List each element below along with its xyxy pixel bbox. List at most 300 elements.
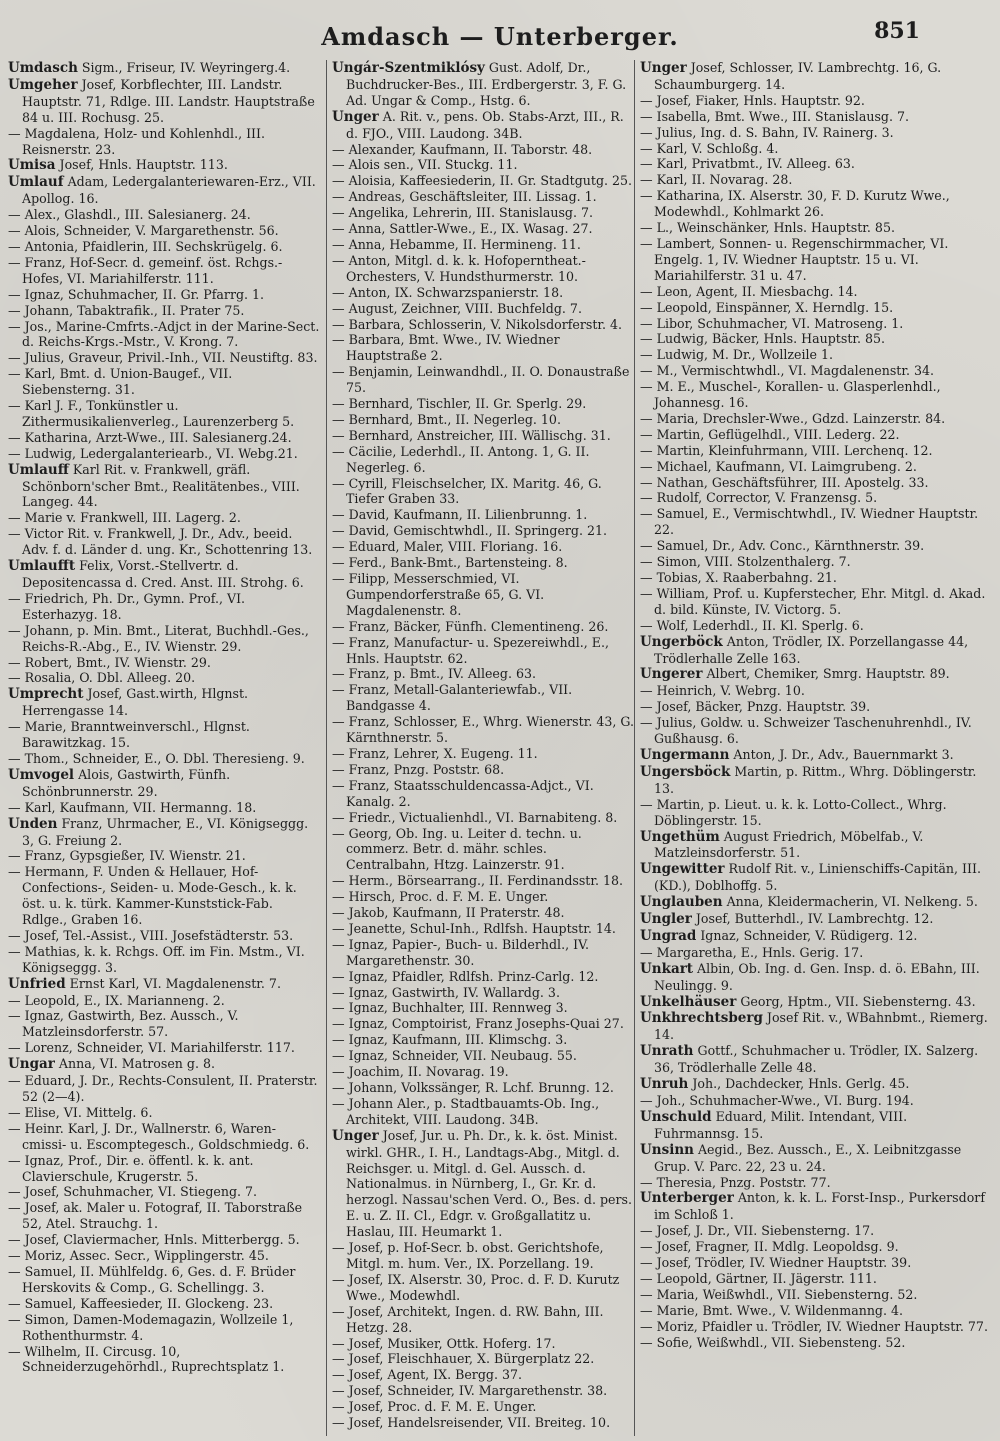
- directory-entry: [8, 993, 320, 1009]
- entry-surname: Unfried: [8, 975, 66, 992]
- entry-text: — Libor, Schuhmacher, VI. Matroseng. 1.: [640, 315, 904, 331]
- directory-entry: [8, 1040, 320, 1056]
- entry-surname: Umisa: [8, 157, 56, 174]
- entry-surname: Umprecht: [8, 686, 84, 703]
- entry-text: Anton, J. Dr., Adv., Bauernmarkt 3.: [729, 746, 954, 762]
- directory-entry: [640, 570, 992, 586]
- directory-entry: [640, 1223, 992, 1239]
- directory-entry: [332, 826, 634, 874]
- directory-entry: [8, 1073, 320, 1105]
- directory-entry: [8, 207, 320, 223]
- entry-text: — Samuel, II. Mühlfeldg. 6, Ges. d. F. Brüder Herskovits & Comp., G. Schellingg. 3.: [8, 1263, 296, 1295]
- entry-text: Martin, p. Rittm., Whrg. Döblingerstr. 13.: [654, 763, 977, 796]
- entry-text: — Mathias, k. k. Rchgs. Off. im Fin. Mstm., VI. Königseggg. 3.: [8, 943, 305, 975]
- column-left: [8, 60, 320, 1436]
- entry-text: — Josef, IX. Alserstr. 30, Proc. d. F. D. Kurutz Wwe., Modewhdl.: [332, 1271, 620, 1303]
- directory-columns: [8, 60, 992, 1436]
- entry-text: — Heinr. Karl, J. Dr., Wallnerstr. 6, Waren-cmissi- u. Escomptegesch., Goldschmiedg. 6.: [8, 1120, 310, 1152]
- entry-surname: Unkhrechtsberg: [640, 1010, 763, 1027]
- entry-text: — Hirsch, Proc. d. F. M. E. Unger.: [332, 889, 549, 905]
- directory-entry: [8, 1248, 320, 1264]
- entry-text: — Julius, Ing. d. S. Bahn, IV. Rainerg. 3.: [640, 124, 894, 140]
- entry-text: — Aloisia, Kaffeesiederin, II. Gr. Stadtgutg. 25.: [332, 173, 633, 189]
- entry-surname: Ungrad: [640, 927, 697, 944]
- entry-surname: Unkart: [640, 960, 694, 977]
- entry-text: — Michael, Kaufmann, VI. Laimgrubeng. 2.: [640, 458, 917, 474]
- entry-surname: Ungethüm: [640, 828, 720, 845]
- directory-entry: [640, 1043, 992, 1076]
- entry-text: Josef, Schlosser, IV. Lambrechtg. 16, G. Schaumburgerg. 14.: [654, 60, 942, 92]
- directory-entry: [332, 1383, 634, 1399]
- directory-entry: [8, 223, 320, 239]
- entry-text: — Ludwig, M. Dr., Wollzeile 1.: [640, 347, 833, 363]
- entry-text: — Alois, Schneider, V. Margarethenstr. 56.: [8, 223, 279, 239]
- entry-text: — Ignaz, Pfaidler, Rdlfsh. Prinz-Carlg. 12.: [332, 968, 599, 984]
- directory-entry: [332, 1304, 634, 1336]
- entry-text: — Herm., Börsearrang., II. Ferdinandsstr. 18.: [332, 873, 624, 889]
- entry-text: — Barbara, Bmt. Wwe., IV. Wiedner Hauptstraße 2.: [332, 332, 560, 364]
- entry-text: — Johann Aler., p. Stadtbauamts-Ob. Ing., Architekt, VIII. Laudong. 34B.: [332, 1095, 600, 1127]
- directory-entry: [640, 475, 992, 491]
- entry-text: Joh., Dachdecker, Hnls. Gerlg. 45.: [688, 1076, 910, 1092]
- entry-text: — Wolf, Lederhdl., II. Kl. Sperlg. 6.: [640, 617, 864, 633]
- directory-entry: [640, 300, 992, 316]
- entry-text: — Ignaz, Comptoirist, Franz Josephs-Quai 27.: [332, 1016, 624, 1032]
- entry-text: — Nathan, Geschäftsführer, III. Apostelg. 33.: [640, 474, 929, 490]
- entry-surname: Unger: [332, 108, 379, 125]
- directory-entry: [332, 317, 634, 333]
- entry-text: — Bernhard, Tischler, II. Gr. Sperlg. 29.: [332, 396, 587, 412]
- directory-entry: [332, 1272, 634, 1304]
- entry-text: — David, Kaufmann, II. Lilienbrunng. 1.: [332, 507, 588, 523]
- directory-entry: [332, 396, 634, 412]
- directory-entry: [640, 60, 992, 93]
- entry-text: Anna, VI. Matrosen g. 8.: [54, 1056, 215, 1072]
- directory-entry: [8, 1200, 320, 1232]
- directory-entry: [332, 205, 634, 221]
- entry-text: Josef, Jur. u. Ph. Dr., k. k. öst. Minist. wirkl. GHR., I. H., Landtags-Abg., Mitgl. d. Reichsger. u. Mitgl. d. Gel. Aussch. d. Nationalmus. in Nürnberg, I., Gr. Kr. d. herzogl. Nassau'schen Verd. O., Bes. d. pers. E. u. Z. II. Cl., Edgr. v. Großgallatitz u. Haslau, III. Heumarkt 1.: [346, 1127, 632, 1240]
- directory-entry: [332, 523, 634, 539]
- entry-text: — Friedrich, Ph. Dr., Gymn. Prof., VI. Esterhazyg. 18.: [8, 590, 246, 622]
- entry-text: — Josef, Schuhmacher, VI. Stiegeng. 7.: [8, 1184, 258, 1200]
- entry-text: — Josef, J. Dr., VII. Siebensterng. 17.: [640, 1223, 875, 1239]
- directory-entry: [8, 446, 320, 462]
- entry-text: — Margaretha, E., Hnls. Gerig. 17.: [640, 944, 864, 960]
- directory-entry: [332, 937, 634, 969]
- directory-entry: [8, 928, 320, 944]
- directory-entry: [640, 1093, 992, 1109]
- entry-text: — Victor Rit. v. Frankwell, J. Dr., Adv., beeid. Adv. f. d. Länder d. ung. Kr., Schottenring 13.: [8, 526, 313, 558]
- entry-text: — Moriz, Assec. Secr., Wipplingerstr. 45.: [8, 1248, 269, 1264]
- entry-text: — Ignaz, Prof., Dir. e. öffentl. k. k. ant. Clavierschule, Krugerstr. 5.: [8, 1152, 254, 1184]
- directory-entry: [8, 1232, 320, 1248]
- directory-entry: [332, 301, 634, 317]
- directory-entry: [332, 810, 634, 826]
- directory-entry: [332, 571, 634, 619]
- directory-entry: [332, 285, 634, 301]
- directory-entry: [640, 1239, 992, 1255]
- directory-entry: [8, 174, 320, 207]
- directory-entry: [640, 666, 992, 683]
- entry-surname: Umdasch: [8, 60, 78, 76]
- entry-text: — Samuel, Dr., Adv. Conc., Kärnthnerstr. 39.: [640, 538, 925, 554]
- directory-entry: [640, 683, 992, 699]
- entry-text: — Sofie, Weißwhdl., VII. Siebensteng. 52.: [640, 1334, 906, 1350]
- directory-entry: [332, 539, 634, 555]
- directory-entry: [332, 60, 634, 109]
- directory-entry: [640, 363, 992, 379]
- directory-entry: [8, 848, 320, 864]
- entry-surname: Ungár-Szentmiklósy: [332, 60, 485, 76]
- directory-entry: [8, 1264, 320, 1296]
- directory-entry: [332, 762, 634, 778]
- entry-text: — Bernhard, Bmt., II. Negerleg. 10.: [332, 411, 561, 427]
- directory-entry: [8, 767, 320, 800]
- directory-entry: [332, 619, 634, 635]
- entry-text: — Heinrich, V. Webrg. 10.: [640, 683, 805, 699]
- entry-text: — Josef, Fleischhauer, X. Bürgerplatz 22.: [332, 1351, 595, 1367]
- entry-text: — Tobias, X. Raaberbahng. 21.: [640, 570, 837, 585]
- entry-text: — Karl, Kaufmann, VII. Hermanng. 18.: [8, 799, 257, 815]
- directory-entry: [8, 526, 320, 558]
- entry-text: Josef, Gast.wirth, Hlgnst. Herrengasse 14.: [22, 686, 249, 719]
- directory-entry: [640, 490, 992, 506]
- directory-entry: [640, 172, 992, 188]
- directory-entry: [332, 778, 634, 810]
- directory-entry: [332, 1240, 634, 1272]
- entry-text: Franz, Uhrmacher, E., VI. Königseggg. 3, G. Freiung 2.: [22, 815, 309, 848]
- directory-entry: [8, 1153, 320, 1185]
- entry-text: — Franz, Metall-Galanteriewfab., VII. Bandgasse 4.: [332, 682, 573, 714]
- directory-entry: [332, 173, 634, 189]
- entry-text: — Georg, Ob. Ing. u. Leiter d. techn. u. commerz. Betr. d. mähr. schles. Centralbahn, Htzg. Lainzerstr. 91.: [332, 825, 582, 873]
- entry-text: — Ferd., Bank-Bmt., Bartensteing. 8.: [332, 555, 568, 571]
- entry-text: Albin, Ob. Ing. d. Gen. Insp. d. ö. EBahn, III. Neulingg. 9.: [654, 960, 980, 993]
- entry-text: — Josef, Fragner, II. Mdlg. Leopoldsg. 9.: [640, 1239, 899, 1255]
- directory-entry: [640, 586, 992, 618]
- entry-text: — Samuel, Kaffeesieder, II. Glockeng. 23.: [8, 1295, 274, 1311]
- entry-text: — Wilhelm, II. Circusg. 10, Schneiderzugehörhdl., Ruprechtsplatz 1.: [8, 1343, 285, 1375]
- directory-entry: [640, 1109, 992, 1142]
- entry-text: — Johann, p. Min. Bmt., Literat, Buchhdl.-Ges., Reichs-R.-Abg., E., IV. Wienstr. 29.: [8, 622, 309, 654]
- entry-text: — Josef, Musiker, Ottk. Hoferg. 17.: [332, 1335, 556, 1351]
- entry-text: — Josef, p. Hof-Secr. b. obst. Gerichtshofe, Mitgl. m. hum. Ver., IX. Porzellang. 19.: [332, 1240, 604, 1271]
- entry-text: — Jos., Marine-Cmfrts.-Adjct in der Marine-Sect. d. Reichs-Krgs.-Mstr., V. Krong. 7.: [8, 318, 320, 350]
- directory-entry: [332, 889, 634, 905]
- directory-entry: [8, 623, 320, 655]
- directory-entry: [640, 764, 992, 797]
- entry-text: — Karl, Bmt. d. Union-Baugef., VII. Siebensterng. 31.: [8, 366, 233, 398]
- entry-text: — Cäcilie, Lederhdl., II. Antong. 1, G. II. Negerleg. 6.: [332, 443, 590, 475]
- directory-entry: [8, 430, 320, 446]
- directory-entry: [332, 682, 634, 714]
- entry-text: Karl Rit. v. Frankwell, gräfl. Schönborn'scher Bmt., Realitätenbes., VIII. Langeg. 44.: [22, 461, 300, 510]
- entry-text: — Moriz, Pfaidler u. Trödler, IV. Wiedner Hauptstr. 77.: [640, 1318, 988, 1334]
- entry-text: Sigm., Friseur, IV. Weyringerg.4.: [77, 60, 291, 75]
- entry-text: — Rosalia, O. Dbl. Alleeg. 20.: [8, 670, 196, 686]
- entry-text: — Alois sen., VII. Stuckg. 11.: [332, 157, 518, 173]
- entry-text: Albert, Chemiker, Smrg. Hauptstr. 89.: [702, 666, 950, 682]
- directory-entry: [8, 558, 320, 591]
- entry-text: — Angelika, Lehrerin, III. Stanislausg. 7.: [332, 205, 594, 221]
- directory-entry: [8, 1344, 320, 1376]
- directory-entry: [640, 156, 992, 172]
- directory-entry: [332, 157, 634, 173]
- column-right: [634, 60, 992, 1436]
- directory-entry: [332, 873, 634, 889]
- directory-entry: [640, 1319, 992, 1335]
- entry-text: Anna, Kleidermacherin, VI. Nelkeng. 5.: [722, 894, 978, 910]
- directory-entry: [332, 714, 634, 746]
- page-number: 851: [874, 18, 920, 44]
- entry-text: Rudolf Rit. v., Linienschiffs-Capitän, III. (KD.), Doblhoffg. 5.: [654, 861, 981, 894]
- directory-entry: [640, 538, 992, 554]
- entry-text: — Ignaz, Gastwirth, IV. Wallardg. 3.: [332, 984, 560, 1000]
- directory-entry: [640, 618, 992, 634]
- directory-entry: [8, 462, 320, 511]
- entry-text: Alois, Gastwirth, Fünfh. Schönbrunnerstr. 29.: [22, 766, 231, 799]
- entry-text: Josef, Korbflechter, III. Landstr. Hauptstr. 71, Rdlge. III. Landstr. Hauptstraße 84 u. III. Rochusg. 25.: [22, 76, 315, 125]
- directory-entry: [8, 1184, 320, 1200]
- directory-entry: [640, 316, 992, 332]
- directory-entry: [8, 800, 320, 816]
- entry-text: — Katharina, Arzt-Wwe., III. Salesianerg.24.: [8, 429, 292, 445]
- entry-text: — August, Zeichner, VIII. Buchfeldg. 7.: [332, 300, 582, 316]
- entry-text: — Josef, Architekt, Ingen. d. RW. Bahn, III. Hetzg. 28.: [332, 1303, 604, 1335]
- directory-entry: [8, 1056, 320, 1073]
- entry-surname: Umvogel: [8, 766, 75, 783]
- directory-entry: [640, 188, 992, 220]
- entry-text: — Josef, Agent, IX. Bergg. 37.: [332, 1367, 522, 1383]
- directory-entry: [640, 797, 992, 829]
- directory-entry: [8, 976, 320, 993]
- column-middle: [326, 60, 634, 1436]
- entry-text: — Thom., Schneider, E., O. Dbl. Theresieng. 9.: [8, 750, 305, 766]
- entry-text: — Ludwig, Ledergalanteriearb., VI. Webg.21.: [8, 445, 298, 461]
- directory-entry: [8, 670, 320, 686]
- entry-text: Anton, Trödler, IX. Porzellangasse 44, Trödlerhalle Zelle 163.: [654, 633, 969, 666]
- entry-text: — Ignaz, Papier-, Buch- u. Bilderhdl., IV. Margarethenstr. 30.: [332, 936, 589, 968]
- directory-entry: [8, 303, 320, 319]
- directory-entry: [332, 635, 634, 667]
- directory-entry: [8, 751, 320, 767]
- entry-surname: Unkelhäuser: [640, 993, 737, 1010]
- entry-text: Josef Rit. v., WBahnbmt., Riemerg. 14.: [654, 1010, 988, 1043]
- directory-entry: [332, 1048, 634, 1064]
- directory-entry: [640, 141, 992, 157]
- directory-entry: [640, 331, 992, 347]
- directory-entry: [332, 1000, 634, 1016]
- entry-text: — Franz, Bäcker, Fünfh. Clementineng. 26.: [332, 618, 609, 634]
- entry-surname: Unruh: [640, 1076, 689, 1093]
- entry-text: — Magdalena, Holz- und Kohlenhdl., III. Reisnerstr. 23.: [8, 125, 266, 157]
- directory-entry: [8, 686, 320, 719]
- entry-text: — Leon, Agent, II. Miesbachg. 14.: [640, 283, 858, 299]
- directory-entry: [640, 93, 992, 109]
- entry-surname: Ungerer: [640, 666, 703, 683]
- entry-text: — Ignaz, Gastwirth, Bez. Aussch., V. Matzleinsdorferstr. 57.: [8, 1008, 239, 1040]
- directory-entry: [8, 510, 320, 526]
- directory-entry: [8, 1105, 320, 1121]
- entry-text: — Lambert, Sonnen- u. Regenschirmmacher, VI. Engelg. 1, IV. Wiedner Hauptstr. 15 u. VI. Mariahilferstr. 31 u. 47.: [640, 235, 949, 283]
- entry-text: — Anna, Sattler-Wwe., E., IX. Wasag. 27.: [332, 221, 593, 237]
- directory-entry: [8, 719, 320, 751]
- entry-text: — Marie v. Frankwell, III. Lagerg. 2.: [8, 510, 241, 526]
- entry-surname: Unglauben: [640, 894, 723, 911]
- entry-text: — Karl, II. Novarag. 28.: [640, 172, 793, 188]
- entry-text: A. Rit. v., pens. Ob. Stabs-Arzt, III., R. d. FJO., VIII. Laudong. 34B.: [346, 108, 624, 141]
- entry-text: Gust. Adolf, Dr., Buchdrucker-Bes., III. Erdbergerstr. 3, F. G. Ad. Ungar & Comp., Hstg. 6.: [346, 60, 627, 108]
- entry-text: — Jakob, Kaufmann, II Praterstr. 48.: [332, 905, 565, 921]
- directory-entry: [8, 350, 320, 366]
- directory-entry: [332, 969, 634, 985]
- entry-surname: Ungler: [640, 911, 692, 928]
- directory-entry: [8, 287, 320, 303]
- entry-surname: Unsinn: [640, 1141, 694, 1158]
- directory-entry: [8, 239, 320, 255]
- entry-text: — Martin, Kleinfuhrmann, VIII. Lerchenq. 12.: [640, 442, 933, 458]
- entry-text: Anton, k. k. L. Forst-Insp., Purkersdorf im Schloß 1.: [654, 1190, 985, 1223]
- entry-text: — Bernhard, Anstreicher, III. Wällischg. 31.: [332, 427, 611, 443]
- entry-text: Georg, Hptm., VII. Siebensterng. 43.: [736, 993, 976, 1009]
- entry-text: — Robert, Bmt., IV. Wienstr. 29.: [8, 654, 211, 670]
- entry-text: — Theresia, Pnzg. Poststr. 77.: [640, 1174, 831, 1190]
- directory-entry: [332, 1336, 634, 1352]
- entry-text: — Eduard, Maler, VIII. Floriang. 16.: [332, 539, 563, 555]
- directory-entry: [640, 284, 992, 300]
- directory-entry: [8, 816, 320, 849]
- entry-text: — Josef, Handelsreisender, VII. Breiteg. 10.: [332, 1415, 611, 1431]
- entry-text: — Josef, Tel.-Assist., VIII. Josefstädterstr. 53.: [8, 927, 294, 943]
- directory-entry: [332, 1032, 634, 1048]
- entry-text: Josef, Hnls. Hauptstr. 113.: [55, 157, 228, 173]
- entry-text: — Anna, Hebamme, II. Hermineng. 11.: [332, 236, 581, 252]
- directory-entry: [332, 1128, 634, 1240]
- entry-text: — Joh., Schuhmacher-Wwe., VI. Burg. 194.: [640, 1093, 914, 1108]
- entry-text: — Martin, Geflügelhdl., VIII. Lederg. 22.: [640, 426, 900, 442]
- directory-entry: [640, 125, 992, 141]
- directory-entry: [8, 864, 320, 928]
- entry-surname: Ungar: [8, 1056, 55, 1073]
- entry-surname: Ungewitter: [640, 861, 725, 878]
- directory-entry: [332, 332, 634, 364]
- directory-entry: [8, 255, 320, 287]
- entry-text: — Franz, Lehrer, X. Eugeng. 11.: [332, 745, 538, 761]
- entry-text: — Maria, Drechsler-Wwe., Gdzd. Lainzerstr. 84.: [640, 410, 946, 426]
- directory-entry: [332, 746, 634, 762]
- entry-text: Aegid., Bez. Aussch., E., X. Leibnitzgasse Grup. V. Parc. 22, 23 u. 24.: [654, 1141, 962, 1174]
- directory-entry: [332, 364, 634, 396]
- entry-surname: Unrath: [640, 1043, 694, 1060]
- entry-text: — Isabella, Bmt. Wwe., III. Stanislausg. 7.: [640, 108, 910, 124]
- directory-entry: [640, 1303, 992, 1319]
- entry-text: — Benjamin, Leinwandhdl., II. O. Donaustraße 75.: [332, 364, 630, 396]
- directory-entry: [332, 905, 634, 921]
- directory-entry: [8, 655, 320, 671]
- entry-text: — Josef, Proc. d. F. M. E. Unger.: [332, 1399, 537, 1415]
- directory-entry: [640, 1271, 992, 1287]
- entry-text: — Cyrill, Fleischselcher, IX. Maritg. 46, G. Tiefer Graben 33.: [332, 475, 602, 507]
- directory-entry: [332, 507, 634, 523]
- entry-text: — Franz, p. Bmt., IV. Alleeg. 63.: [332, 666, 536, 682]
- directory-entry: [332, 237, 634, 253]
- entry-text: — Leopold, Einspänner, X. Herndlg. 15.: [640, 299, 894, 315]
- directory-entry: [332, 109, 634, 142]
- entry-text: — Ludwig, Bäcker, Hnls. Hauptstr. 85.: [640, 331, 886, 347]
- directory-entry: [332, 1415, 634, 1431]
- entry-text: — Joachim, II. Novarag. 19.: [332, 1064, 509, 1080]
- entry-text: Felix, Vorst.-Stellvertr. d. Depositencassa d. Cred. Anst. III. Strohg. 6.: [22, 558, 304, 590]
- entry-text: — Elise, VI. Mittelg. 6.: [8, 1104, 153, 1120]
- directory-entry: [332, 1096, 634, 1128]
- directory-entry: [8, 1296, 320, 1312]
- entry-text: — Karl J. F., Tonkünstler u. Zithermusikalienverleg., Laurenzerberg 5.: [8, 398, 295, 429]
- entry-text: — Johann, Tabaktrafik., II. Prater 75.: [8, 302, 245, 318]
- entry-text: — Maria, Weißwhdl., VII. Siebensterng. 52.: [640, 1286, 918, 1302]
- entry-text: — L., Weinschänker, Hnls. Hauptstr. 85.: [640, 220, 895, 236]
- directory-entry: [332, 985, 634, 1001]
- directory-entry: [640, 1142, 992, 1175]
- entry-surname: Umlauff: [8, 461, 69, 478]
- directory-entry: [332, 1367, 634, 1383]
- entry-text: — Julius, Graveur, Privil.-Inh., VII. Neustiftg. 83.: [8, 350, 318, 366]
- entry-text: — Franz, Schlosser, E., Whrg. Wienerstr. 43, G. Kärnthnerstr. 5.: [332, 714, 634, 746]
- entry-surname: Ungerböck: [640, 633, 723, 650]
- directory-entry: [640, 443, 992, 459]
- directory-entry: [640, 911, 992, 928]
- directory-entry: [8, 944, 320, 976]
- entry-surname: Ungersböck: [640, 763, 731, 780]
- entry-text: — Anton, IX. Schwarzspanierstr. 18.: [332, 284, 564, 300]
- entry-text: — Leopold, Gärtner, II. Jägerstr. 111.: [640, 1270, 877, 1286]
- directory-entry: [640, 945, 992, 961]
- entry-text: — Anton, Mitgl. d. k. k. Hofoperntheat.-Orchesters, V. Hundsthurmerstr. 10.: [332, 252, 586, 284]
- directory-entry: [640, 1255, 992, 1271]
- entry-text: — Karl, Privatbmt., IV. Alleeg. 63.: [640, 156, 855, 172]
- entry-text: — Hermann, F. Unden & Hellauer, Hof-Confections-, Seiden- u. Mode-Gesch., k. k. öst. u. k. türk. Kammer-Kunststick-Fab. Rdlge., Graben 16.: [8, 864, 297, 928]
- entry-text: — Josef, Schneider, IV. Margarethenstr. 38.: [332, 1383, 608, 1399]
- entry-text: — Lorenz, Schneider, VI. Mariahilferstr. 117.: [8, 1040, 295, 1056]
- entry-text: — Julius, Goldw. u. Schweizer Taschenuhrenhdl., IV. Gußhausg. 6.: [640, 715, 972, 747]
- directory-entry: [332, 1080, 634, 1096]
- directory-entry: [332, 142, 634, 158]
- entry-surname: Umlaufft: [8, 558, 76, 575]
- entry-text: — Karl, V. Schloßg. 4.: [640, 140, 779, 156]
- directory-entry: [332, 921, 634, 937]
- directory-entry: [8, 398, 320, 430]
- page-title: Amdasch — Unterberger.: [321, 22, 679, 51]
- directory-entry: [8, 1312, 320, 1344]
- entry-text: Gottf., Schuhmacher u. Trödler, IX. Salzerg. 36, Trödlerhalle Zelle 48.: [654, 1043, 979, 1076]
- entry-text: — William, Prof. u. Kupferstecher, Ehr. Mitgl. d. Akad. d. bild. Künste, IV. Victorg. 5.: [640, 585, 986, 617]
- directory-entry: [332, 1016, 634, 1032]
- entry-text: — Katharina, IX. Alserstr. 30, F. D. Kurutz Wwe., Modewhdl., Kohlmarkt 26.: [640, 188, 950, 220]
- entry-text: — Simon, Damen-Modemagazin, Wollzeile 1, Rothenthurmstr. 4.: [8, 1311, 294, 1343]
- entry-text: — Friedr., Victualienhdl., VI. Barnabiteng. 8.: [332, 809, 618, 825]
- directory-entry: [8, 591, 320, 623]
- entry-text: — Josef, ak. Maler u. Fotograf, II. Taborstraße 52, Atel. Strauchg. 1.: [8, 1200, 303, 1232]
- entry-text: — Alexander, Kaufmann, II. Taborstr. 48.: [332, 141, 593, 157]
- directory-entry: [640, 347, 992, 363]
- directory-entry: [640, 109, 992, 125]
- directory-entry: [8, 60, 320, 77]
- directory-entry: [640, 236, 992, 284]
- entry-surname: Unschuld: [640, 1108, 712, 1125]
- directory-entry: [332, 476, 634, 508]
- directory-entry: [8, 1121, 320, 1153]
- directory-entry: [332, 1064, 634, 1080]
- directory-entry: [640, 961, 992, 994]
